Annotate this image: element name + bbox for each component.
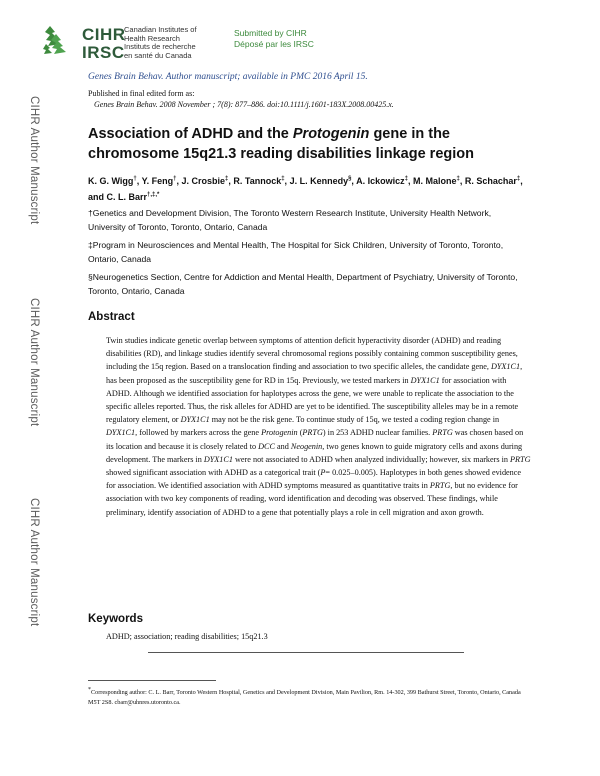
- author-name: R. Schachar: [464, 176, 517, 186]
- affiliation-2: ‡Program in Neurosciences and Mental Health, The Hospital for Sick Children, University of Toronto, Toronto, Ontario, Canada: [88, 240, 504, 264]
- cihr-leaf-logo-icon: [42, 22, 82, 67]
- side-watermark-2: CIHR Author Manuscript: [28, 298, 40, 427]
- side-watermark-1: CIHR Author Manuscript: [28, 96, 40, 225]
- author-affiliation-mark: ‡: [516, 176, 521, 182]
- abstract-body: Twin studies indicate genetic overlap between symptoms of attention deficit hyperactivity disorder (ADHD) and reading disabilities (RD), and linkage studies identify several chromosomal regions possibly containing common susceptibility genes, including the 15q region. Based on a translocation finding and association to two specific alleles, the candidate gene, DYX1C1, has been proposed as the susceptibility gene for RD in 15q. Previously, we tested markers in DYX1C1 for association with ADHD. Although we identified association for haplotypes across the gene, we were unable to replicate the association to the specific alleles reported. Thus, the risk alleles for ADHD are yet to be identified. The susceptibility alleles may be in a remote regulatory element, or DYX1C1 may not be the risk gene. To continue study of 15q, we tested a coding region change in DYX1C1, followed by markers across the gene Protogenin (PRTG) in 253 ADHD nuclear families. PRTG was chosen based on its location and because it is closely related to DCC and Neogenin, two genes known to guide migratory cells and axons during development. The markers in DYX1C1 were not associated to ADHD when analyzed individually; however, six markers in PRTG showed significant association with ADHD as a categorical trait (P= 0.025–0.005). Haplotypes in both genes showed evidence for association. We identified association with ADHD symptoms measured as quantitative traits in PRTG, but no evidence for association with two key components of reading, word identification and decoding was observed. These findings, while preliminary, identify association of ADHD to a gene that potentially plays a role in cell migration and axon growth.: [106, 336, 531, 517]
- author-name: R. Tannock: [233, 176, 282, 186]
- author-affiliation-mark: ‡: [456, 176, 460, 182]
- corresponding-author-footnote: *Corresponding author: C. L. Barr, Toronto Western Hospital, Genetics and Development Division, Main Pavilion, Rm. 14-302, 399 Bathurst Street, Toronto, Ontario, Canada M5T 2S8. cbarr@uhnres.utoronto.ca.: [88, 686, 521, 706]
- keywords-heading: Keywords: [88, 613, 143, 625]
- journal-header-line: Genes Brain Behav. Author manuscript; available in PMC 2016 April 15.: [88, 72, 368, 82]
- author-affiliation-mark: †,‡,*: [147, 192, 160, 198]
- author-name: Y. Feng: [141, 176, 174, 186]
- author-list: K. G. Wigg†, Y. Feng†, J. Crosbie‡, R. Tannock‡, J. L. Kennedy§, A. Ickowicz‡, M. Malone‡, R. Schachar‡, and C. L. Barr†,‡,*: [88, 176, 523, 202]
- author-name: C. L. Barr: [106, 192, 148, 202]
- published-note-line2: Genes Brain Behav. 2008 November ; 7(8): 877–886. doi:10.1111/j.1601-183X.2008.00425.x.: [94, 100, 394, 109]
- keywords-text: ADHD; association; reading disabilities; 15q21.3: [106, 632, 268, 641]
- author-affiliation-mark: †: [133, 176, 137, 182]
- author-affiliation-mark: §: [348, 176, 352, 182]
- author-name: J. Crosbie: [181, 176, 225, 186]
- affiliation-1: †Genetics and Development Division, The Toronto Western Research Institute, University Health Network, University of Toronto, Toronto, Ontario, Canada: [88, 208, 492, 232]
- logo-institute-text: Canadian Institutes of Health Research Instituts de recherche en santé du Canada: [124, 25, 197, 60]
- author-affiliation-mark: ‡: [225, 176, 229, 182]
- logo-wordmark: CIHR IRSC: [82, 25, 126, 62]
- paper-title: Association of ADHD and the Protogenin gene in the chromosome 15q21.3 reading disabilities linkage region: [88, 126, 474, 162]
- author-name: M. Malone: [412, 176, 457, 186]
- author-name: J. L. Kennedy: [289, 176, 349, 186]
- side-watermark-3: CIHR Author Manuscript: [28, 498, 40, 627]
- author-name: K. G. Wigg: [88, 176, 134, 186]
- author-name: A. Ickowicz: [356, 176, 405, 186]
- footnote-divider: [88, 680, 216, 681]
- affiliation-3: §Neurogenetics Section, Centre for Addiction and Mental Health, Department of Psychiatry, University of Toronto, Toronto, Ontario, Canada: [88, 272, 518, 296]
- author-affiliation-mark: †: [173, 176, 177, 182]
- author-affiliation-mark: ‡: [404, 176, 408, 182]
- published-note: [88, 88, 394, 110]
- author-affiliation-mark: ‡: [281, 176, 285, 182]
- abstract-heading: Abstract: [88, 311, 135, 323]
- section-divider: [148, 652, 464, 653]
- published-note-line1: Published in final edited form as:: [88, 89, 195, 98]
- submitted-by-text: Submitted by CIHR Déposé par les IRSC: [234, 28, 314, 49]
